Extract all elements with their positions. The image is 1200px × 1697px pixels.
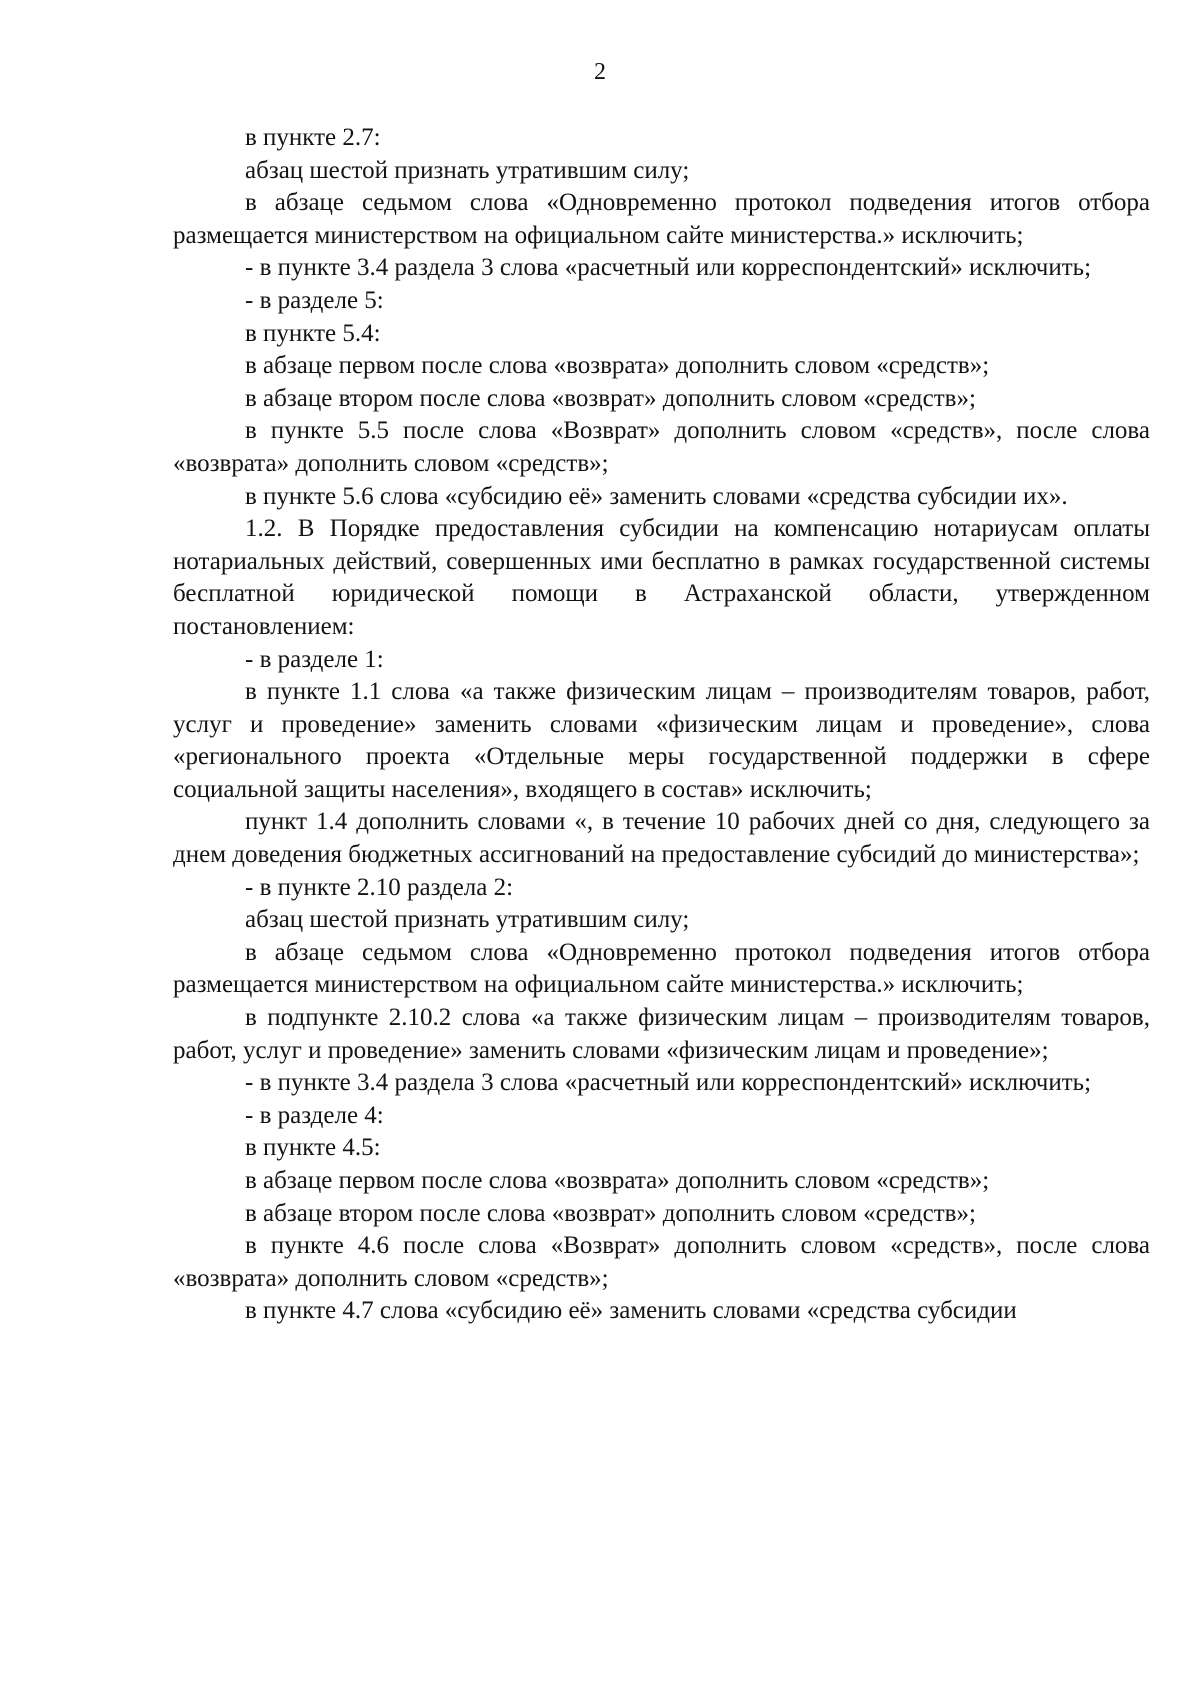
- paragraph: в пункте 5.4:: [245, 319, 381, 347]
- paragraph: в пункте 1.1 слова «а также физическим лицам – производителям товаров, работ, услуг и проведение» заменить словами «физическим лицам и проведение», слова «регионального проекта «Отдельные меры государственной поддержки в сфере социальной защиты населения», входящего в состав» исключить;: [173, 678, 1150, 803]
- paragraph: в подпункте 2.10.2 слова «а также физическим лицам – производителям товаров, работ, услуг и проведение» заменить словами «физическим лицам и проведение»;: [173, 1004, 1150, 1064]
- paragraph: - в пункте 3.4 раздела 3 слова «расчетный или корреспондентский» исключить;: [245, 1069, 1092, 1097]
- paragraph: в абзаце первом после слова «возврата» дополнить словом «средств»;: [245, 1167, 990, 1194]
- paragraph: в пункте 5.6 слова «субсидию её» заменить словами «средства субсидии их».: [245, 482, 1068, 510]
- paragraph: в пункте 4.6 после слова «Возврат» дополнить словом «средств», после слова «возврата» дополнить словом «средств»;: [173, 1232, 1150, 1292]
- paragraph: абзац шестой признать утратившим силу;: [245, 156, 690, 184]
- paragraph: пункт 1.4 дополнить словами «, в течение 10 рабочих дней со дня, следующего за днем доведения бюджетных ассигнований на предоставление субсидий до министерства»;: [173, 808, 1150, 869]
- paragraph: 1.2. В Порядке предоставления субсидии на компенсацию нотариусам оплаты нотариальных действий, совершенных ими бесплатно в рамках государственной системы бесплатной юридической помощи в Астраханской области, утвержденном постановлением:: [173, 515, 1150, 640]
- paragraph: абзац шестой признать утратившим силу;: [245, 906, 690, 934]
- paragraph: в абзаце втором после слова «возврат» дополнить словом «средств»;: [245, 1199, 976, 1227]
- paragraph: в абзаце втором после слова «возврат» дополнить словом «средств»;: [245, 384, 976, 412]
- paragraph: - в пункте 3.4 раздела 3 слова «расчетный или корреспондентский» исключить;: [245, 254, 1092, 282]
- paragraph: - в разделе 4:: [245, 1101, 384, 1129]
- paragraph: в абзаце первом после слова «возврата» дополнить словом «средств»;: [245, 352, 990, 380]
- document-body: [173, 122, 1150, 1328]
- paragraph: в пункте 5.5 после слова «Возврат» дополнить словом «средств», после слова «возврата» дополнить словом «средств»;: [173, 417, 1150, 477]
- paragraph: в абзаце седьмом слова «Одновременно протокол подведения итогов отбора размещается министерством на официальном сайте министерства.» исключить;: [173, 938, 1150, 999]
- paragraph: в пункте 2.7:: [245, 124, 381, 151]
- page-number: 2: [594, 59, 606, 85]
- paragraph: в пункте 4.5:: [245, 1134, 381, 1162]
- paragraph: в абзаце седьмом слова «Одновременно протокол подведения итогов отбора размещается министерством на официальном сайте министерства.» исключить;: [173, 189, 1150, 249]
- paragraph: - в разделе 5:: [245, 286, 384, 314]
- paragraph: - в разделе 1:: [245, 645, 384, 673]
- paragraph: - в пункте 2.10 раздела 2:: [245, 873, 514, 901]
- paragraph: в пункте 4.7 слова «субсидию её» заменить словами «средства субсидии: [245, 1297, 1017, 1325]
